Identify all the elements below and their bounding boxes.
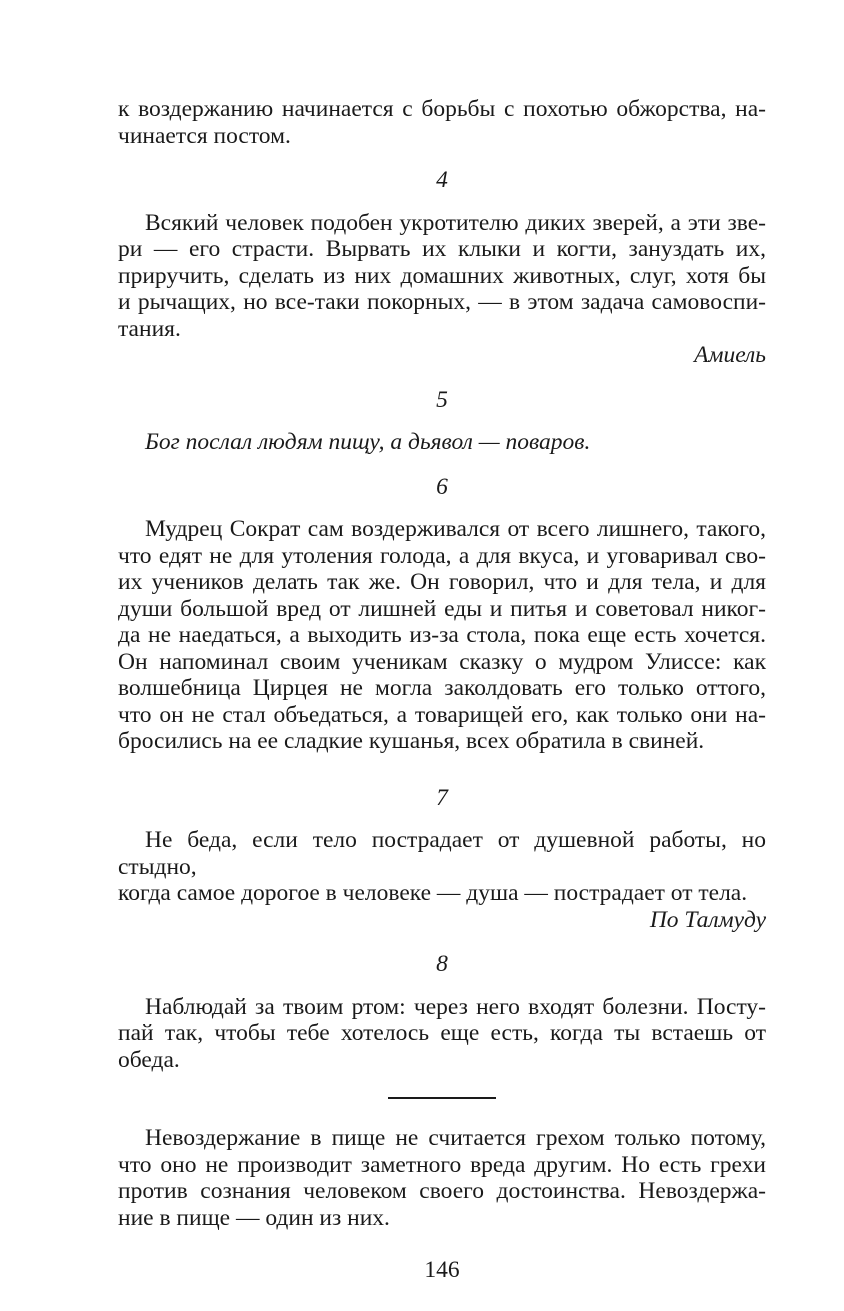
- text-line: против сознания человеком своего достоинства. Невоздержа-: [118, 1178, 766, 1204]
- text-line: Он напоминал своим ученикам сказку о мудром Улиссе: как: [118, 648, 766, 675]
- text-line: Невоздержание в пище не считается грехом только потому,: [145, 1125, 766, 1151]
- section-8-paragraph: [118, 994, 766, 1074]
- text-line: Наблюдай за твоим ртом: через него входят болезни. Посту-: [145, 993, 766, 1020]
- text-line: чинается постом.: [118, 122, 291, 149]
- closing-paragraph: [118, 1125, 766, 1231]
- section-5-quote: Бог послал людям пищу, а дьявол — поваров.: [145, 429, 591, 455]
- text-line: ние в пище — один из них.: [118, 1204, 390, 1231]
- section-4-paragraph: [118, 210, 766, 343]
- book-page: [118, 96, 766, 1284]
- section-number: 6: [436, 473, 448, 500]
- text-line: что оно не производит заметного вреда другим. Но есть грехи: [118, 1151, 766, 1178]
- section-number: 7: [436, 784, 448, 811]
- attribution: Амиель: [694, 342, 766, 368]
- text-line: что едят не для утоления голода, а для вкуса, и уговаривал сво-: [118, 542, 766, 569]
- section-number: 4: [436, 167, 448, 193]
- text-line: ри — его страсти. Вырвать их клыки и когти, зануздать их,: [118, 236, 766, 262]
- page-number: 146: [424, 1257, 460, 1283]
- section-6-paragraph: [118, 516, 766, 755]
- text-line: тания.: [118, 315, 181, 342]
- text-line: к воздержанию начинается с борьбы с похотью обжорства, на-: [118, 96, 766, 122]
- section-number: 8: [436, 951, 448, 977]
- text-line: и рычащих, но все-таки покорных, — в этом задача самовоспи-: [118, 289, 766, 315]
- text-line: да не наедаться, а выходить из-за стола, пока еще есть хочется.: [118, 622, 766, 648]
- section-number: 5: [436, 386, 448, 413]
- text-line: волшебница Цирцея не могла заколдовать его только оттого,: [118, 675, 766, 701]
- section-divider: [388, 1097, 496, 1099]
- text-line: приручить, сделать из них домашних животных, слуг, хотя бы: [118, 262, 766, 289]
- attribution: По Талмуду: [649, 906, 766, 933]
- text-line: пай так, чтобы тебе хотелось еще есть, когда ты встаешь от обеда.: [118, 1020, 766, 1073]
- section-7-paragraph: [118, 827, 766, 907]
- text-line: Мудрец Сократ сам воздерживался от всего лишнего, такого,: [145, 516, 766, 542]
- text-line: Всякий человек подобен укротителю диких зверей, а эти зве-: [145, 209, 766, 236]
- text-line: их учеников делать так же. Он говорил, что и для тела, и для: [118, 569, 766, 595]
- text-line: души большой вред от лишней еды и питья и советовал никог-: [118, 595, 766, 622]
- text-line: что он не стал объедаться, а товарищей его, как только они на-: [118, 701, 766, 728]
- text-line: бросились на ее сладкие кушанья, всех обратила в свиней.: [118, 728, 705, 754]
- intro-paragraph: [118, 96, 766, 149]
- text-line: когда самое дорогое в человеке — душа — пострадает от тела.: [118, 880, 748, 906]
- text-line: Не беда, если тело пострадает от душевной работы, но стыдно,: [118, 827, 766, 880]
